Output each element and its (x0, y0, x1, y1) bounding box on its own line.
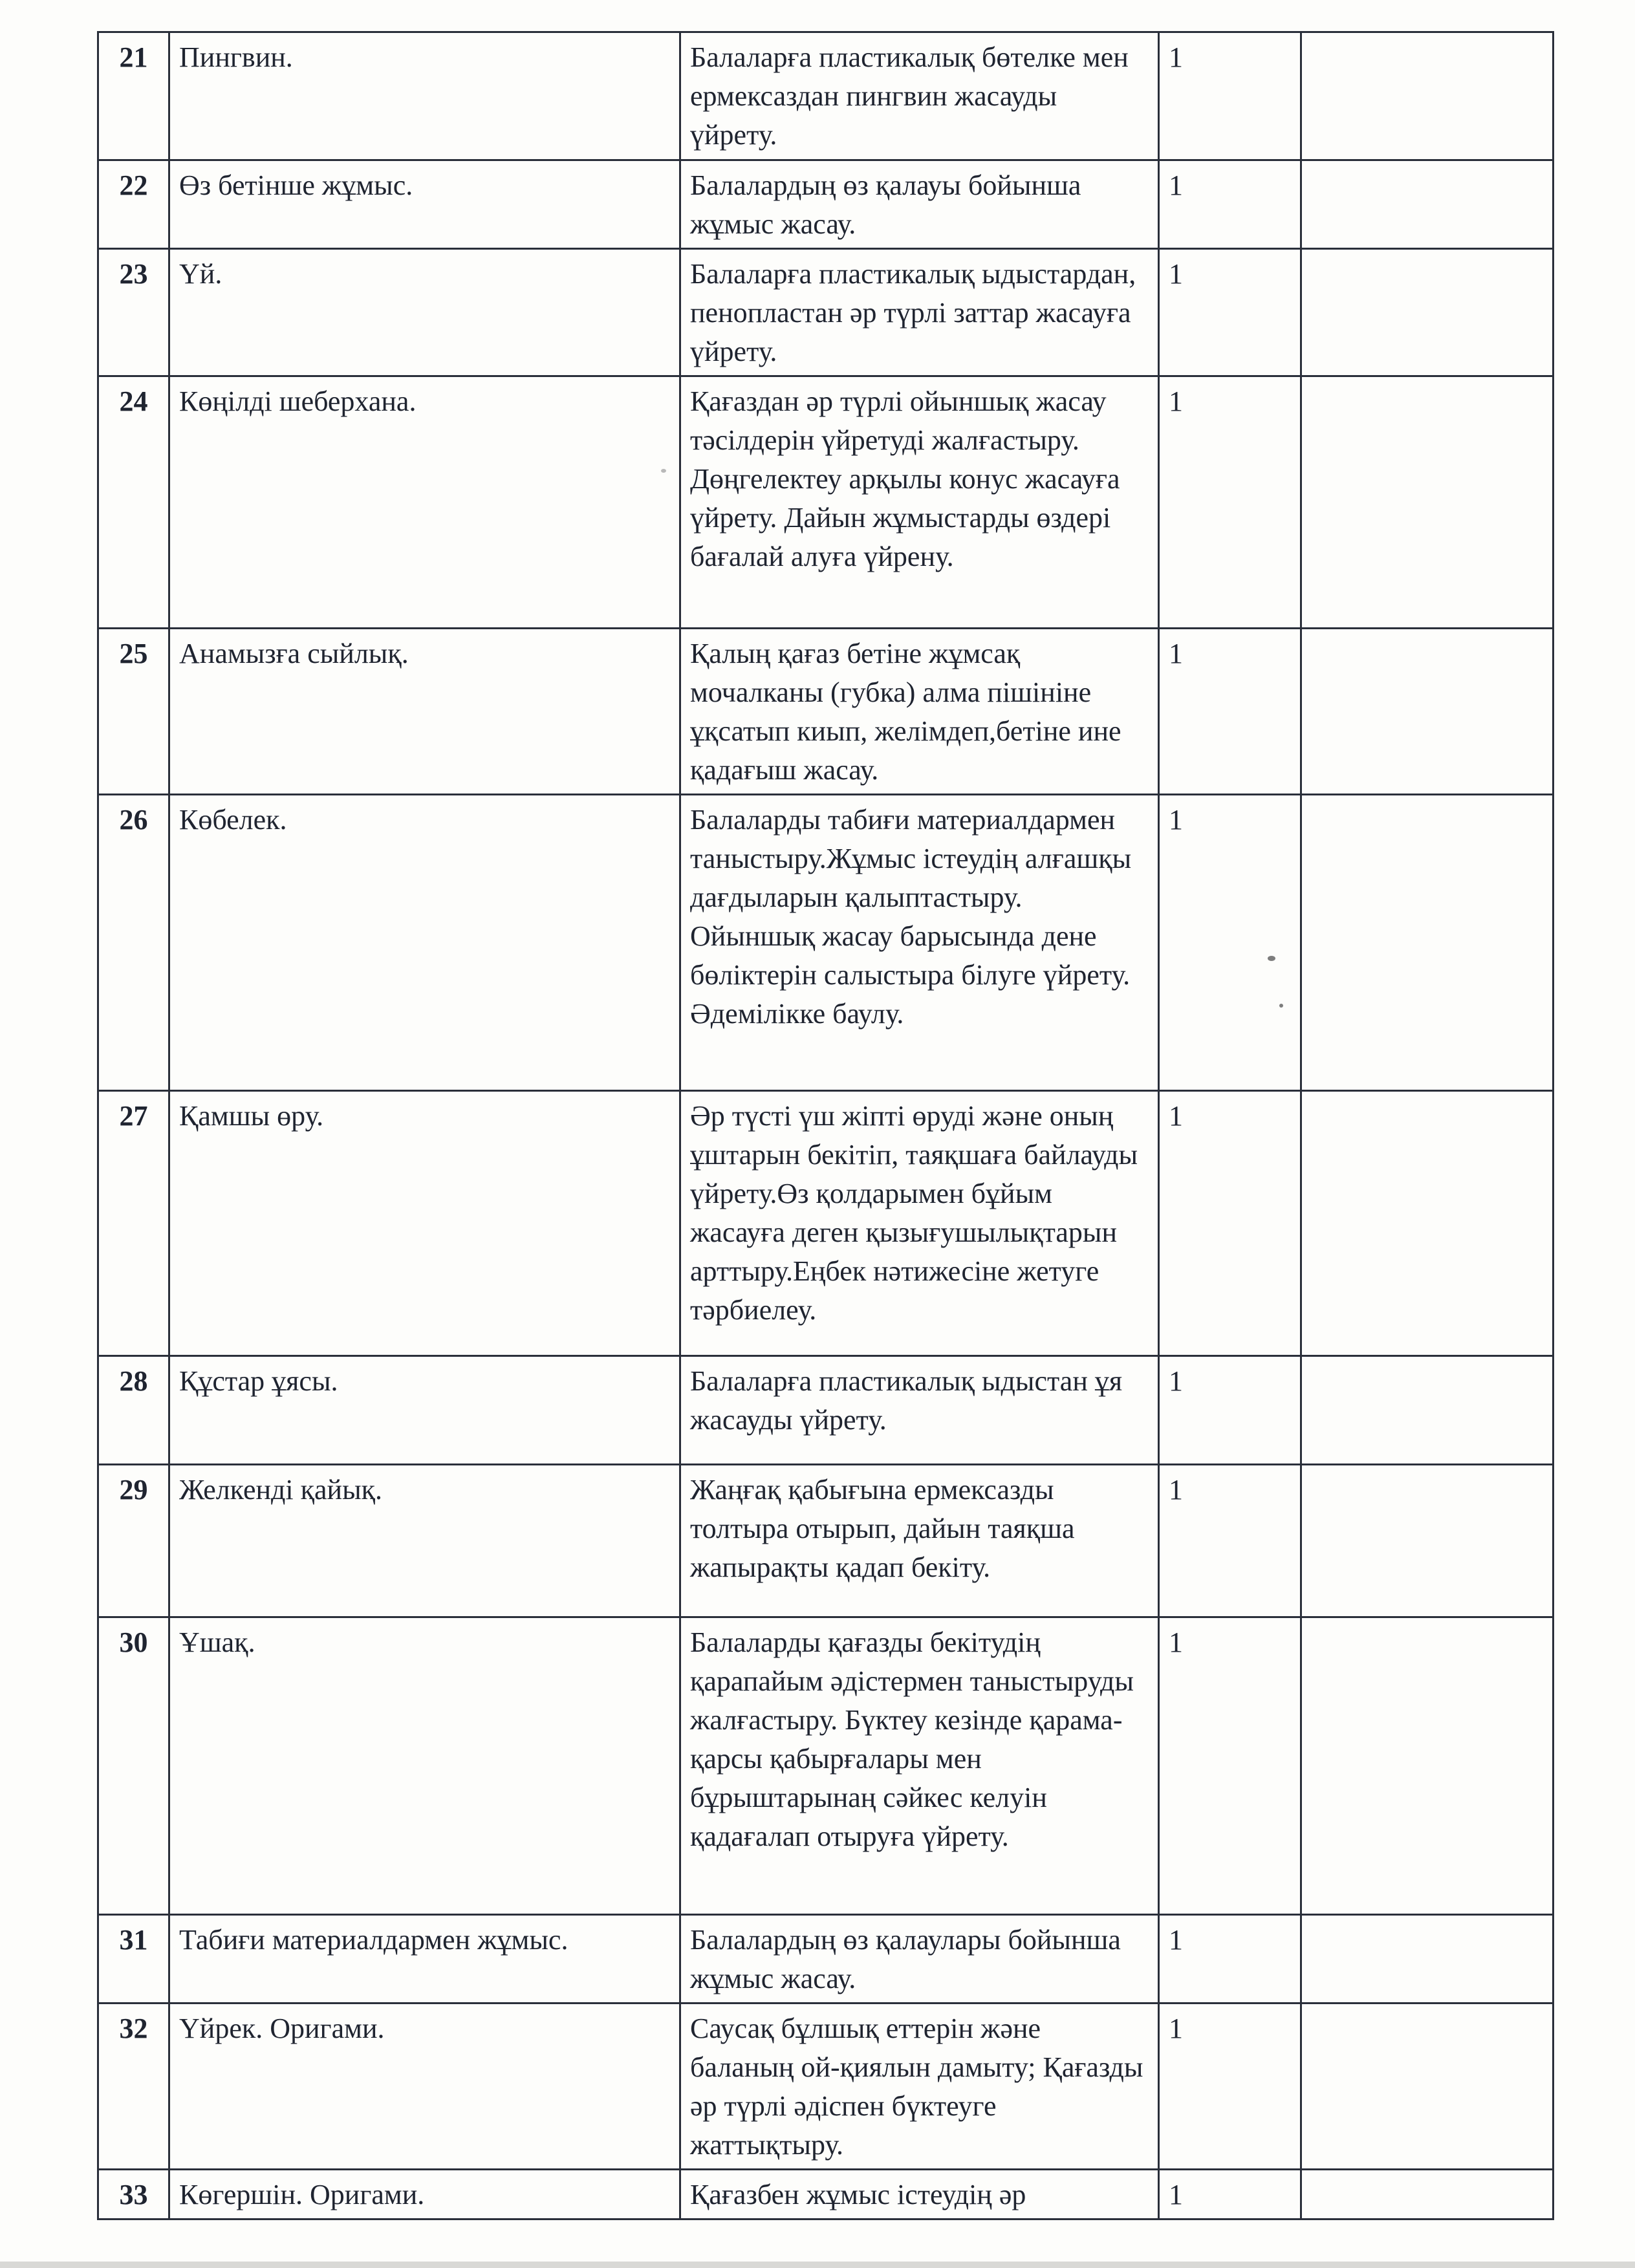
lesson-hours (1159, 376, 1301, 629)
lesson-hours (1159, 249, 1301, 376)
lesson-topic (169, 2003, 680, 2170)
lesson-content-text: Қағазбен жұмыс істеудің әр (690, 2179, 1026, 2210)
lesson-content-text: Балалардың өз қалаулары бойынша жұмыс жасау. (690, 1924, 1121, 1994)
table-row (98, 32, 1554, 160)
lesson-content (680, 2170, 1159, 2219)
table-row (98, 1356, 1554, 1465)
lesson-hours (1159, 1356, 1301, 1465)
lesson-notes (1301, 1356, 1554, 1465)
lesson-content (680, 376, 1159, 629)
lesson-topic-text: Желкенді қайық. (179, 1474, 383, 1506)
lesson-hours (1159, 1617, 1301, 1915)
lesson-hours-text: 1 (1169, 1474, 1183, 1506)
row-number (98, 1091, 169, 1356)
row-number-text: 32 (119, 2013, 148, 2044)
lesson-content (680, 1465, 1159, 1617)
lesson-hours-text: 1 (1169, 169, 1183, 201)
lesson-content (680, 629, 1159, 795)
lesson-notes (1301, 2170, 1554, 2219)
lesson-topic-text: Үйрек. Оригами. (179, 2013, 385, 2044)
lesson-plan-table (97, 31, 1554, 2220)
lesson-topic (169, 795, 680, 1091)
lesson-content-text: Саусақ бұлшық еттерін және баланың ой-қиялын дамыту; Қағазды әр түрлі әдіспен бүктеуге жаттықтыру. (690, 2013, 1143, 2161)
lesson-hours (1159, 1465, 1301, 1617)
table-row (98, 795, 1554, 1091)
scan-edge (0, 2262, 1635, 2268)
row-number-text: 25 (119, 638, 148, 669)
lesson-topic (169, 376, 680, 629)
lesson-hours (1159, 2170, 1301, 2219)
row-number (98, 249, 169, 376)
lesson-notes (1301, 1617, 1554, 1915)
lesson-topic (169, 249, 680, 376)
lesson-topic-text: Көгершін. Оригами. (179, 2179, 425, 2210)
lesson-content-text: Қалың қағаз бетіне жұмсақ мочалканы (губка) алма пішініне ұқсатып киып, желімдеп,бетіне ине қадағыш жасау. (690, 638, 1121, 786)
row-number-text: 22 (119, 169, 148, 201)
row-number (98, 1356, 169, 1465)
row-number-text: 24 (119, 385, 148, 417)
lesson-hours-text: 1 (1169, 41, 1183, 73)
lesson-topic-text: Қамшы өру. (179, 1100, 324, 1132)
lesson-notes (1301, 795, 1554, 1091)
scan-speck (1279, 1004, 1283, 1008)
lesson-topic (169, 160, 680, 249)
lesson-hours-text: 1 (1169, 2013, 1183, 2044)
lesson-notes (1301, 629, 1554, 795)
lesson-topic (169, 2170, 680, 2219)
row-number-text: 21 (119, 41, 148, 73)
table-row (98, 1465, 1554, 1617)
lesson-hours-text: 1 (1169, 2179, 1183, 2210)
lesson-hours-text: 1 (1169, 1365, 1183, 1397)
lesson-notes (1301, 1465, 1554, 1617)
lesson-content-text: Балалардың өз қалауы бойынша жұмыс жасау. (690, 169, 1081, 240)
lesson-content (680, 1915, 1159, 2003)
lesson-content-text: Балаларға пластикалық бөтелке мен ермексаздан пингвин жасауды үйрету. (690, 41, 1129, 151)
lesson-notes (1301, 2003, 1554, 2170)
row-number (98, 160, 169, 249)
lesson-topic (169, 1091, 680, 1356)
row-number (98, 1915, 169, 2003)
lesson-content (680, 1091, 1159, 1356)
table-row (98, 2003, 1554, 2170)
table-row (98, 376, 1554, 629)
lesson-content-text: Балаларға пластикалық ыдыстан ұя жасауды үйрету. (690, 1365, 1123, 1436)
lesson-topic (169, 1356, 680, 1465)
lesson-hours-text: 1 (1169, 258, 1183, 290)
lesson-plan-body (98, 32, 1554, 2219)
lesson-notes (1301, 1915, 1554, 2003)
lesson-content-text: Қағаздан әр түрлі ойыншық жасау тәсілдерін үйретуді жалғастыру. Дөңгелектеу арқылы конус жасауға үйрету. Дайын жұмыстарды өздері бағалай алуға үйрену. (690, 385, 1120, 572)
scan-speck (1268, 956, 1275, 961)
lesson-topic-text: Көбелек. (179, 804, 287, 836)
row-number-text: 28 (119, 1365, 148, 1397)
table-row (98, 2170, 1554, 2219)
lesson-notes (1301, 249, 1554, 376)
lesson-content-text: Әр түсті үш жіпті өруді және оның ұштарын бекітіп, таяқшаға байлауды үйрету.Өз қолдарымен бұйым жасауға деген қызығушылықтарын арттыру.Еңбек нәтижесіне жетуге тәрбиелеу. (690, 1100, 1138, 1326)
lesson-notes (1301, 1091, 1554, 1356)
lesson-topic (169, 629, 680, 795)
lesson-topic (169, 1915, 680, 2003)
lesson-hours (1159, 160, 1301, 249)
row-number-text: 29 (119, 1474, 148, 1506)
lesson-hours-text: 1 (1169, 385, 1183, 417)
lesson-hours-text: 1 (1169, 804, 1183, 836)
lesson-content (680, 32, 1159, 160)
row-number (98, 1617, 169, 1915)
table-row (98, 1915, 1554, 2003)
table-row (98, 160, 1554, 249)
lesson-topic-text: Анамызға сыйлық. (179, 638, 409, 669)
table-row (98, 249, 1554, 376)
lesson-hours (1159, 32, 1301, 160)
lesson-notes (1301, 376, 1554, 629)
lesson-topic (169, 1617, 680, 1915)
lesson-content (680, 795, 1159, 1091)
lesson-content-text: Балаларға пластикалық ыдыстардан, пенопластан әр түрлі заттар жасауға үйрету. (690, 258, 1136, 367)
lesson-hours-text: 1 (1169, 638, 1183, 669)
lesson-topic-text: Ұшақ. (179, 1626, 255, 1658)
lesson-topic (169, 32, 680, 160)
lesson-notes (1301, 32, 1554, 160)
row-number-text: 26 (119, 804, 148, 836)
row-number-text: 30 (119, 1626, 148, 1658)
row-number (98, 795, 169, 1091)
lesson-topic-text: Үй. (179, 258, 222, 290)
lesson-content-text: Балаларды қағазды бекітудің қарапайым әдістермен таныстыруды жалғастыру. Бүктеу кезінде қарама-қарсы қабырғалары мен бұрыштарынаң сәйкес келуін қадағалап отыруға үйрету. (690, 1626, 1134, 1852)
row-number-text: 23 (119, 258, 148, 290)
row-number-text: 27 (119, 1100, 148, 1132)
lesson-content (680, 1617, 1159, 1915)
row-number (98, 2170, 169, 2219)
row-number (98, 629, 169, 795)
row-number (98, 1465, 169, 1617)
lesson-content-text: Жаңғақ қабығына ермексазды толтыра отырып, дайын таяқша жапырақты қадап бекіту. (690, 1474, 1075, 1583)
lesson-topic (169, 1465, 680, 1617)
lesson-hours (1159, 2003, 1301, 2170)
row-number (98, 2003, 169, 2170)
lesson-hours-text: 1 (1169, 1924, 1183, 1956)
table-row (98, 1617, 1554, 1915)
lesson-content (680, 1356, 1159, 1465)
row-number-text: 33 (119, 2179, 148, 2210)
lesson-hours (1159, 1915, 1301, 2003)
table-row (98, 629, 1554, 795)
lesson-content (680, 2003, 1159, 2170)
lesson-notes (1301, 160, 1554, 249)
lesson-topic-text: Өз бетінше жұмыс. (179, 169, 413, 201)
lesson-content-text: Балаларды табиғи материалдармен таныстыру.Жұмыс істеудің алғашқы дағдыларын қалыптастыру. Ойыншық жасау барысында дене бөліктерін салыстыра білуге үйрету. Әдемілікке баулу. (690, 804, 1132, 1030)
lesson-hours (1159, 1091, 1301, 1356)
row-number (98, 32, 169, 160)
lesson-topic-text: Көңілді шеберхана. (179, 385, 417, 417)
lesson-hours-text: 1 (1169, 1626, 1183, 1658)
lesson-topic-text: Пингвин. (179, 41, 293, 73)
table-row (98, 1091, 1554, 1356)
lesson-topic-text: Табиғи материалдармен жұмыс. (179, 1924, 568, 1956)
lesson-hours (1159, 795, 1301, 1091)
lesson-content (680, 160, 1159, 249)
scan-speck (661, 469, 666, 473)
row-number-text: 31 (119, 1924, 148, 1956)
lesson-topic-text: Құстар ұясы. (179, 1365, 338, 1397)
lesson-content (680, 249, 1159, 376)
row-number (98, 376, 169, 629)
lesson-hours-text: 1 (1169, 1100, 1183, 1132)
lesson-hours (1159, 629, 1301, 795)
